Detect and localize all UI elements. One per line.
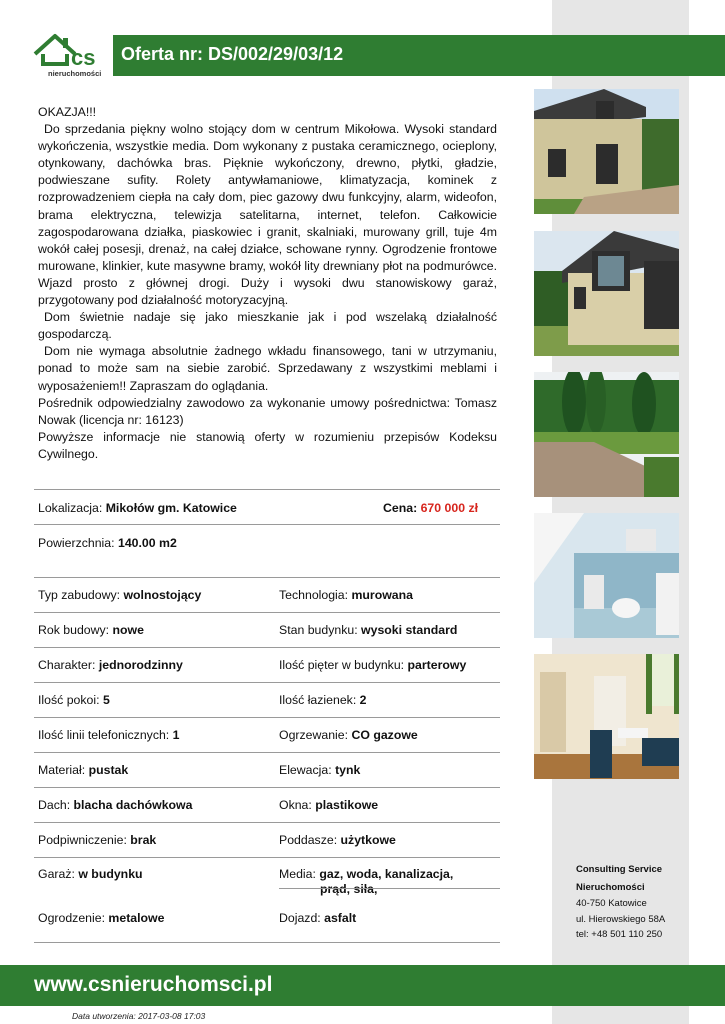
description-paragraph: OKAZJA!!! xyxy=(38,105,97,119)
detail-row-location xyxy=(34,489,500,525)
detail-value: prąd, siła, xyxy=(320,882,378,896)
agency-phone: tel: +48 501 110 250 xyxy=(576,929,663,940)
detail-label: Ilość linii telefonicznych: xyxy=(38,728,170,742)
detail-row xyxy=(34,648,500,683)
detail-label: Stan budynku: xyxy=(279,623,358,637)
detail-value: CO gazowe xyxy=(351,728,418,742)
price-label: Cena: xyxy=(383,501,418,515)
area-value: 140.00 m2 xyxy=(117,536,177,550)
location xyxy=(38,501,237,515)
detail-value: murowana xyxy=(351,588,413,602)
detail-label: Podpiwniczenie: xyxy=(38,833,127,847)
detail-label: Dach: xyxy=(38,798,71,812)
description-paragraph: Dom świetnie nadaje się jako mieszkanie jak i pod wszelaką działalność gospodarczą. xyxy=(38,310,497,342)
detail-label: Garaż: xyxy=(38,867,75,881)
detail-label: Ilość pięter w budynku: xyxy=(279,658,405,672)
detail-value: wysoki standard xyxy=(361,623,458,637)
detail-row xyxy=(34,683,500,718)
detail-value: nowe xyxy=(112,623,144,637)
detail-value: wolnostojący xyxy=(123,588,202,602)
detail-label: Charakter: xyxy=(38,658,96,672)
agency-street: ul. Hierowskiego 58A xyxy=(576,913,666,925)
detail-value: gaz, woda, kanalizacja, xyxy=(319,867,454,881)
detail-label: Dojazd: xyxy=(279,911,321,925)
property-details xyxy=(34,489,500,933)
detail-value: metalowe xyxy=(108,911,165,925)
detail-label: Ogrzewanie: xyxy=(279,728,349,742)
offer-description xyxy=(38,104,497,463)
detail-label: Media: xyxy=(279,867,316,881)
offer-title: Oferta nr: DS/002/29/03/12 xyxy=(121,44,344,64)
detail-value: w budynku xyxy=(78,867,143,881)
agency-name-line2: Nieruchomości xyxy=(576,881,645,893)
photo-house-side[interactable] xyxy=(534,231,679,356)
detail-label: Typ zabudowy: xyxy=(38,588,121,602)
detail-label: Ilość łazienek: xyxy=(279,693,357,707)
agency-name: Consulting Service xyxy=(576,864,663,875)
detail-value: tynk xyxy=(335,763,361,777)
description-paragraph: Pośrednik odpowiedzialny zawodowo za wykonanie umowy pośrednictwa: Tomasz Nowak (licencja nr: 16123) xyxy=(38,395,497,427)
detail-row xyxy=(34,718,500,753)
detail-row xyxy=(34,753,500,788)
detail-label: Technologia: xyxy=(279,588,349,602)
description-paragraph: Do sprzedania piękny wolno stojący dom w centrum Mikołowa. Wysoki standard wykończenia, wszystkie media. Dom wykonany z pustaka ceramicznego, ocieplony, otynkowany, dachówka bras. Pięknie wykończony, drewno, płytki, gładzie, podwieszane sufity. Rolety antywłamaniowe, klimatyzacja, kominek z rozprowadzeniem ciepła na cały dom, piec gazowy dwu funkcyjny, alarm, wideofon, brama elektryczna, telewizja satelitarna, internet, telefon. Całkowicie zagospodarowana działka, piaskowiec i granit, skalniaki, murowany grill, tuje 4m wokół całej posesji, drenaż, na całej działce, schowane rynny. Ogrodzenie frontowe murowane, klinkier, kute masywne bramy, wokół lity drewniany płot na podmurówce. Wjazd prosto z głównej drogi. Duży i wysoki dwu stanowiskowy garaż, przygotowany pod działalność motoryzacyjną. xyxy=(38,122,497,308)
company-logo xyxy=(33,30,108,82)
detail-row xyxy=(34,788,500,823)
description-paragraph: Dom nie wymaga absolutnie żadnego wkładu finansowego, tani w utrzymaniu, ponad to może sam na siebie zarobić. Sprzedawany z wszystkimi meblami i wyposażeniem!! Zapraszam do oglądania. xyxy=(38,344,497,393)
detail-row xyxy=(34,907,500,932)
bathroom-image xyxy=(534,513,679,638)
media-divider xyxy=(279,888,500,889)
detail-value: blacha dachówkowa xyxy=(73,798,193,812)
price xyxy=(383,501,478,515)
living-room-image xyxy=(534,654,679,779)
garden-image xyxy=(534,372,679,497)
logo-text: cs xyxy=(71,45,96,70)
detail-label: Materiał: xyxy=(38,763,86,777)
detail-row xyxy=(34,578,500,613)
detail-label: Poddasze: xyxy=(279,833,338,847)
table-bottom-divider xyxy=(34,942,500,943)
detail-value: parterowy xyxy=(407,658,467,672)
detail-value: plastikowe xyxy=(315,798,379,812)
footer-bar xyxy=(0,965,725,1006)
area xyxy=(38,536,177,550)
detail-value: pustak xyxy=(88,763,129,777)
detail-value: 5 xyxy=(102,693,110,707)
detail-value: jednorodzinny xyxy=(98,658,183,672)
creation-date: Data utworzenia: 2017-03-08 17:03 xyxy=(72,1011,206,1021)
photo-bathroom[interactable] xyxy=(534,513,679,638)
logo-subtext: nieruchomości xyxy=(48,69,102,78)
photo-living-room[interactable] xyxy=(534,654,679,779)
house-exterior-image xyxy=(534,89,679,214)
photo-garden[interactable] xyxy=(534,372,679,497)
location-value: Mikołów gm. Katowice xyxy=(105,501,237,515)
detail-row xyxy=(34,858,500,907)
detail-row-area xyxy=(34,525,500,578)
detail-label: Rok budowy: xyxy=(38,623,110,637)
photo-house-front[interactable] xyxy=(534,89,679,214)
house-logo-icon xyxy=(33,30,108,82)
header-bar xyxy=(113,35,725,76)
price-value: 670 000 zł xyxy=(420,501,479,515)
detail-label: Okna: xyxy=(279,798,312,812)
detail-value: użytkowe xyxy=(340,833,396,847)
location-label: Lokalizacja: xyxy=(38,501,103,515)
agency-contact xyxy=(576,862,686,943)
detail-label: Ilość pokoi: xyxy=(38,693,100,707)
detail-row xyxy=(34,823,500,858)
detail-value: 1 xyxy=(172,728,180,742)
detail-row xyxy=(34,613,500,648)
detail-label: Ogrodzenie: xyxy=(38,911,105,925)
detail-value: asfalt xyxy=(324,911,357,925)
agency-postal-city: 40-750 Katowice xyxy=(576,898,647,909)
description-paragraph: Powyższe informacje nie stanowią oferty w rozumieniu przepisów Kodeksu Cywilnego. xyxy=(38,429,497,461)
detail-value: 2 xyxy=(359,693,367,707)
area-label: Powierzchnia: xyxy=(38,536,115,550)
house-side-image xyxy=(534,231,679,356)
detail-label: Elewacja: xyxy=(279,763,332,777)
website-link[interactable]: www.csnieruchomsci.pl xyxy=(34,973,273,996)
detail-value: brak xyxy=(130,833,157,847)
